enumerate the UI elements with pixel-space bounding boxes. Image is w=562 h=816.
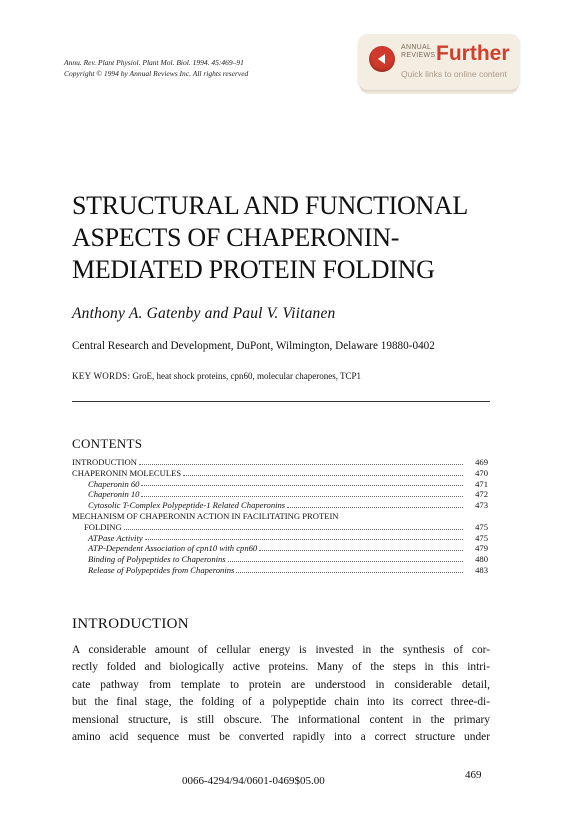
- toc-page: 480: [475, 554, 488, 565]
- toc-leader: [124, 529, 463, 530]
- toc-label: ATP-Dependent Association of cpn10 with cpn60: [88, 543, 258, 554]
- toc-page: 479: [475, 543, 488, 554]
- play-back-icon[interactable]: [369, 46, 395, 72]
- introduction-heading: INTRODUCTION: [72, 616, 189, 632]
- toc-page: 475: [475, 521, 488, 532]
- badge-annual-reviews: [401, 44, 435, 60]
- affiliation: Central Research and Development, DuPont, Wilmington, Delaware 19880-0402: [72, 340, 435, 352]
- toc-label: Release of Polypeptides from Chaperonins: [88, 564, 235, 575]
- toc-leader: [236, 572, 463, 573]
- toc-label: Chaperonin 10: [88, 489, 140, 500]
- divider: [72, 401, 490, 402]
- toc-entry[interactable]: [72, 543, 488, 554]
- toc-page: 472: [475, 489, 488, 500]
- toc-label: MECHANISM OF CHAPERONIN ACTION IN FACILITATING PROTEIN: [72, 510, 339, 521]
- toc-page: 483: [475, 564, 488, 575]
- toc-entry[interactable]: [72, 565, 488, 576]
- contents-heading: CONTENTS: [72, 436, 143, 451]
- page-number: 469: [465, 769, 482, 781]
- badge-further-label[interactable]: Further: [436, 42, 510, 65]
- toc-entry[interactable]: [72, 511, 488, 522]
- toc-label: FOLDING: [84, 521, 122, 532]
- table-of-contents: [72, 457, 488, 576]
- toc-leader: [145, 539, 463, 540]
- body-line: mensional structure, is still obscure. The informational content in the primary: [72, 713, 490, 726]
- toc-page: 471: [475, 478, 488, 489]
- toc-entry[interactable]: [72, 554, 488, 565]
- title-line: STRUCTURAL AND FUNCTIONAL: [72, 191, 468, 220]
- title-line: MEDIATED PROTEIN FOLDING: [72, 255, 435, 284]
- toc-page: 470: [475, 467, 488, 478]
- toc-leader: [228, 561, 463, 562]
- toc-entry[interactable]: [72, 489, 488, 500]
- badge-annual-label: ANNUAL: [401, 44, 432, 51]
- title-line: ASPECTS OF CHAPERONIN-: [72, 223, 400, 252]
- authors: Anthony A. Gatenby and Paul V. Viitanen: [72, 305, 336, 322]
- toc-label: Cytosolic T-Complex Polypeptide-1 Related Chaperonins: [88, 500, 286, 511]
- article-title: [72, 190, 512, 286]
- toc-entry[interactable]: [72, 522, 488, 533]
- toc-entry[interactable]: [72, 479, 488, 490]
- toc-page: 469: [475, 457, 488, 467]
- toc-label: INTRODUCTION: [72, 457, 137, 467]
- body-line: A considerable amount of cellular energy is invested in the synthesis of cor-: [72, 644, 490, 656]
- body-line: amino acid sequence must be converted rapidly into a correct structure under: [72, 731, 490, 744]
- toc-label: CHAPERONIN MOLECULES: [72, 467, 182, 478]
- badge-subtitle: Quick links to online content: [401, 69, 507, 79]
- toc-leader: [141, 496, 463, 497]
- toc-page: 475: [475, 532, 488, 543]
- toc-leader: [141, 485, 463, 486]
- toc-label: ATPase Activity: [88, 532, 143, 543]
- body-line: cate pathway from template to protein are understood in considerable detail,: [72, 678, 490, 691]
- journal-citation: [64, 57, 248, 79]
- toc-leader: [259, 550, 463, 551]
- body-line: but the final stage, the folding of a polypeptide chain into its correct three-di-: [72, 696, 490, 709]
- copyright-line: Copyright © 1994 by Annual Reviews Inc. All rights reserved: [64, 69, 249, 78]
- toc-label: Chaperonin 60: [88, 478, 140, 489]
- badge-reviews-label: REVIEWS: [401, 52, 436, 59]
- toc-leader: [287, 507, 463, 508]
- keywords-list: GroE, heat shock proteins, cpn60, molecular chaperones, TCP1: [132, 371, 362, 381]
- toc-entry[interactable]: [72, 500, 488, 511]
- citation-line: Annu. Rev. Plant Physiol. Plant Mol. Biol. 1994. 45:469–91: [64, 58, 244, 67]
- toc-page: 473: [475, 500, 488, 511]
- toc-leader: [139, 464, 463, 465]
- toc-entry[interactable]: [72, 533, 488, 544]
- toc-entry[interactable]: [72, 457, 488, 468]
- toc-label: Binding of Polypeptides to Chaperonins: [88, 554, 226, 565]
- body-line: rectly folded and biologically active proteins. Many of the steps in this intri-: [72, 661, 490, 674]
- keywords: [72, 371, 361, 381]
- toc-entry[interactable]: [72, 468, 488, 479]
- toc-leader: [183, 475, 463, 476]
- keywords-label: KEY WORDS:: [72, 371, 131, 381]
- introduction-body: [72, 642, 490, 746]
- article-code: 0066-4294/94/0601-0469$05.00: [182, 775, 325, 787]
